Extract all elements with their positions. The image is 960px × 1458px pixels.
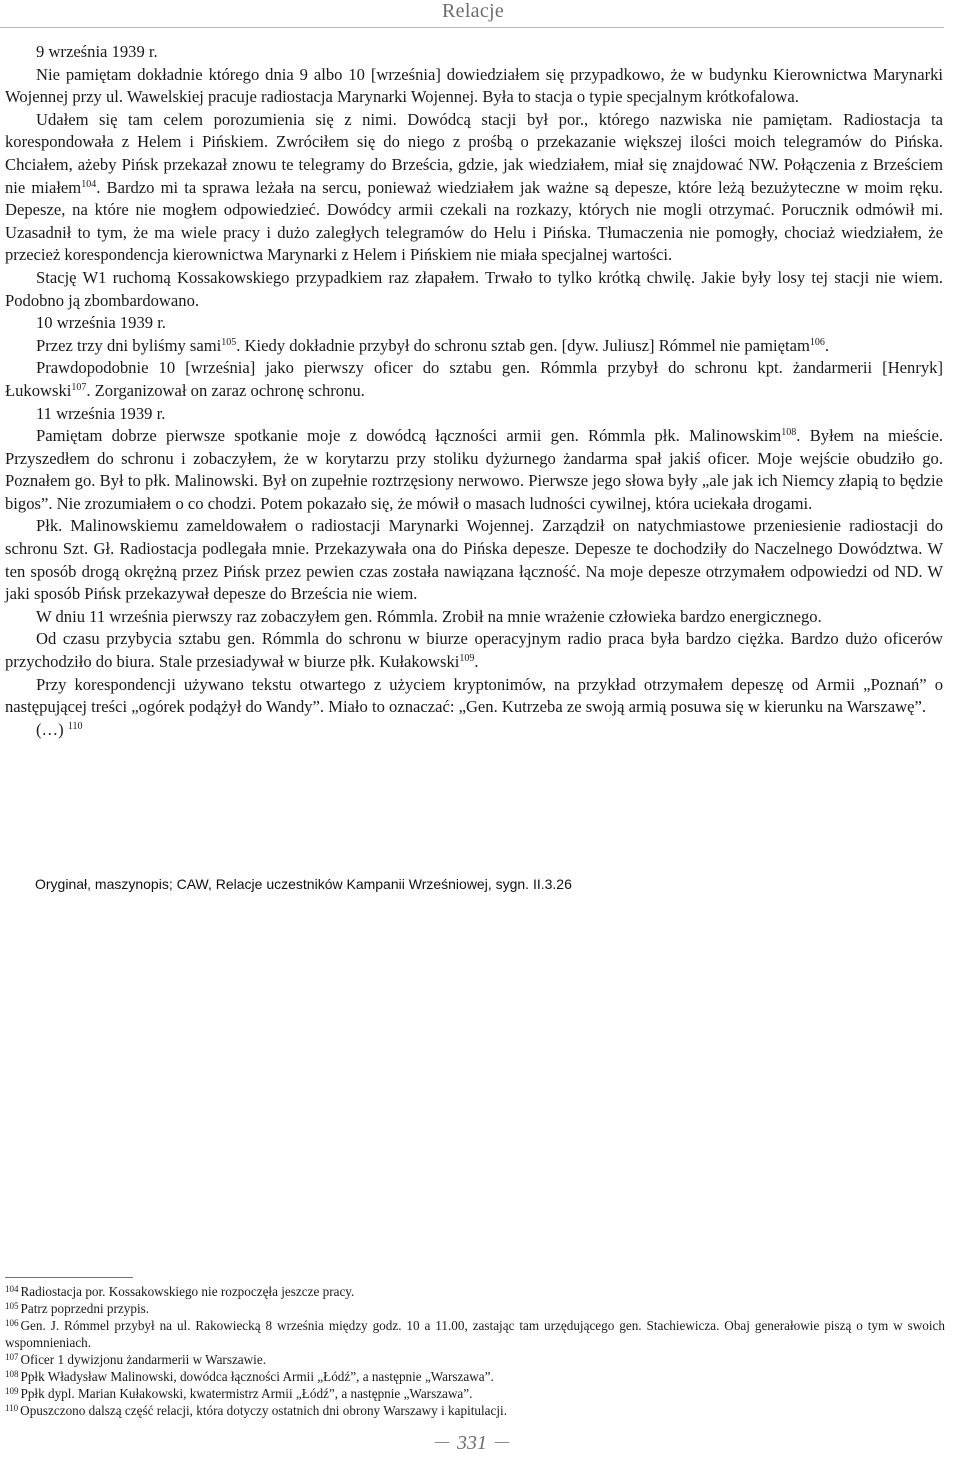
paragraph	[5, 719, 943, 742]
paragraph-text: Udałem się tam celem porozumienia się z nimi. Dowódcą stacji był por., którego nazwiska nie pamiętam. Radiostacja ta korespondowała z Helem i Pińskiem. Zwróciłem się do niego z prośbą o przekazanie większej ilości moich telegramów do Pińska. Chciałem, ażeby Pińsk przekazał znowu te telegramy do Brześcia, gdzie, jak wiedziałem, miał się znajdować NW. Połączenia z Brześciem nie miałem	[5, 109, 943, 197]
paragraph	[5, 425, 943, 515]
footnote-text: Ppłk Władysław Malinowski, dowódca łączności Armii „Łódź”, a następnie „Warszawa”.	[20, 1369, 494, 1384]
paragraph-text: . Byłem na mieście. Przyszedłem do schronu i zobaczyłem, że w korytarzu przy stoliku dyżurnego żandarma spał jakiś oficer. Moje wejście obudziło go. Poznałem go. Był to płk. Malinowski. Był on zupełnie roztrzęsiony nerwowo. Pierwsze jego słowa były „ale jak ich Niemcy złapią to będzie bigos”. Nie zrozumiałem o co chodzi. Potem pokazało się, że mówił o masach ludności cywilnej, która uciekała drogami.	[5, 426, 943, 513]
footnote-number: 109	[5, 1386, 19, 1396]
page-number-value: 331	[457, 1432, 487, 1454]
footnotes	[5, 1283, 945, 1419]
paragraph-text: (…)	[36, 719, 64, 739]
paragraph: Stację W1 ruchomą Kossakowskiego przypadkiem raz złapałem. Trwało to tylko krótką chwilę. Jakie były losy tej stacji nie wiem. Podobno ją zbombardowano.	[5, 267, 943, 310]
footnote-text: Gen. J. Rómmel przybył na ul. Rakowiecką 8 września między godz. 10 a 11.00, zastając tam urzędującego gen. Stachiewicza. Obaj generałowie piszą o tym w swoich wspomnieniach.	[5, 1318, 945, 1350]
footnote	[5, 1351, 945, 1368]
paragraph	[5, 628, 943, 673]
footnote-text: Radiostacja por. Kossakowskiego nie rozpoczęła jeszcze pracy.	[20, 1284, 355, 1299]
source-note: Oryginał, maszynopis; CAW, Relacje uczestników Kampanii Wrześniowej, sygn. II.3.26	[35, 876, 572, 892]
footnote	[5, 1385, 945, 1402]
footnote	[5, 1283, 945, 1300]
footnote	[5, 1317, 945, 1351]
footnote	[5, 1402, 945, 1419]
paragraph-text: Od czasu przybycia sztabu gen. Rómmla do schronu w biurze operacyjnym radio praca była bardzo ciężka. Bardzo dużo oficerów przychodziło do biura. Stale przesiadywał w biurze płk. Kułakowski	[5, 629, 943, 672]
footnote	[5, 1368, 945, 1385]
paragraph: W dniu 11 września pierwszy raz zobaczyłem gen. Rómmla. Zrobił na mnie wrażenie człowieka bardzo energicznego.	[36, 606, 822, 626]
footnote-number: 107	[5, 1352, 19, 1362]
paragraph: Płk. Malinowskiemu zameldowałem o radiostacji Marynarki Wojennej. Zarządził on natychmiastowe przeniesienie radiostacji do schronu Szt. Gł. Radiostacja podlegała mnie. Przekazywała ona do Pińska depesze. Depesze te dochodziły do Naczelnego Dowództwa. W ten sposób drogą okrężną przez Pińsk przez pewien czas została nawiązana łączność. Na moje depesze otrzymałem odpowiedzi od ND. W jaki sposób Pińsk przekazywał depesze do Brześcia nie wiem.	[5, 516, 943, 604]
footnote-text: Ppłk dypl. Marian Kułakowski, kwatermistrz Armii „Łódź”, a następnie „Warszawa”.	[20, 1386, 473, 1401]
footnote-ref[interactable]: 107	[71, 381, 87, 393]
footnote-divider	[5, 1277, 133, 1278]
paragraph-text: Pamiętam dobrze pierwsze spotkanie moje z dowódcą łączności armii gen. Rómmla płk. Malinowskim	[36, 426, 782, 446]
footnote-ref[interactable]: 110	[67, 720, 83, 732]
date-heading: 11 września 1939 r.	[36, 403, 166, 423]
paragraph: Przy korespondencji używano tekstu otwartego z użyciem kryptonimów, na przykład otrzymałem depeszę od Armii „Poznań” o następującej treści „ogórek podążył do Wandy”. Miało to oznaczać: „Gen. Kutrzeba ze swoją armią posuwa się w kierunku na Warszawę”.	[5, 674, 943, 717]
footnote-number: 104	[5, 1284, 19, 1294]
paragraph	[5, 335, 943, 358]
paragraph-text: Prawdopodobnie 10 [września] jako pierwszy oficer do sztabu gen. Rómmla przybył do schronu kpt. żandarmerii [Henryk] Łukowski	[5, 358, 943, 400]
paragraph	[5, 109, 943, 267]
footnote-number: 105	[5, 1301, 19, 1311]
page-number-dash-left	[435, 1442, 449, 1443]
footnote-text: Patrz poprzedni przypis.	[20, 1301, 150, 1316]
paragraph	[5, 357, 943, 402]
footnote-text: Opuszczono dalszą część relacji, która dotyczy ostatnich dni obrony Warszawy i kapitulacji.	[20, 1403, 507, 1418]
date-heading: 9 września 1939 r.	[36, 42, 158, 61]
footnote-ref[interactable]: 108	[781, 427, 797, 439]
paragraph-text: . Zorganizował on zaraz ochronę schronu.	[86, 380, 365, 400]
main-text	[5, 41, 943, 741]
footnote-ref[interactable]: 109	[459, 653, 475, 665]
paragraph: Nie pamiętam dokładnie którego dnia 9 albo 10 [września] dowiedziałem się przypadkowo, że w budynku Kierownictwa Marynarki Wojennej przy ul. Wawelskiej pracuje radiostacja Marynarki Wojennej. Była to stacja o typie specjalnym krótkofalowa.	[5, 64, 943, 107]
page-number	[0, 1432, 944, 1455]
footnote-number: 106	[5, 1318, 19, 1328]
footnote-number: 110	[5, 1403, 19, 1413]
paragraph-text: Przez trzy dni byliśmy sami	[36, 335, 222, 355]
running-header	[0, 0, 944, 28]
footnote-ref[interactable]: 106	[809, 336, 825, 348]
paragraph-text: .	[474, 652, 479, 672]
footnote-number: 108	[5, 1369, 19, 1379]
date-heading: 10 września 1939 r.	[36, 313, 166, 333]
footnote-ref[interactable]: 105	[221, 336, 237, 348]
footnote-text: Oficer 1 dywizjonu żandarmerii w Warszawie.	[20, 1352, 266, 1367]
footnote-ref[interactable]: 104	[81, 178, 97, 190]
footnote	[5, 1300, 945, 1317]
paragraph-text: . Kiedy dokładnie przybył do schronu sztab gen. [dyw. Juliusz] Rómmel nie pamiętam	[236, 335, 810, 355]
paragraph-text: . Bardzo mi ta sprawa leżała na sercu, ponieważ wiedziałem jak ważne są depesze, które leżą bezużyteczne w moim ręku. Depesze, na które nie mogłem odpowiedzieć. Dowódcy armii czekali na rozkazy, których nie mogli otrzymać. Porucznik odmówił mi. Uzasadnił to tym, że ma wiele pracy i dużo zaległych telegramów do Helu i Pińska. Tłumaczenia nie pomogły, chociaż wiedziałem, że przecież korespondencja kierownictwa Marynarki z Helem i Pińskiem nie miała specjalnej wartości.	[5, 177, 943, 265]
paragraph-text: .	[824, 335, 830, 355]
running-header-title: Relacje	[442, 0, 505, 22]
page-number-dash-right	[495, 1442, 509, 1443]
